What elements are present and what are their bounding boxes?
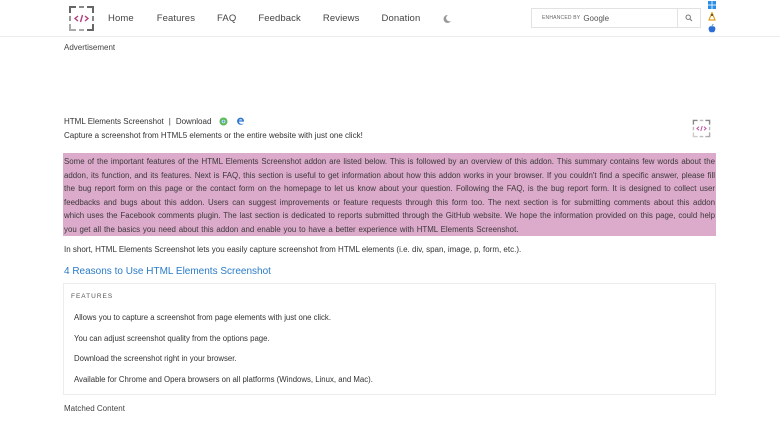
feature-item: Available for Chrome and Opera browsers on all platforms (Windows, Linux, and Mac).: [74, 375, 373, 384]
addon-tagline: Capture a screenshot from HTML5 elements or the entire website with just one click!: [64, 131, 363, 140]
chrome-icon[interactable]: [219, 117, 228, 126]
google-brand: Google: [583, 13, 610, 23]
feature-item: Allows you to capture a screenshot from page elements with just one click.: [74, 313, 331, 322]
download-link[interactable]: Download: [175, 117, 212, 126]
code-logo-icon: [68, 5, 95, 32]
summary-text: Some of the important features of the HTML Elements Screenshot addon are listed below. This is followed by an overview of this addon. This summary contains few words about the addon, its function, and its features. Next is FAQ, this section is useful to get information about how this addon works in your browser. If you couldn't find a specific answer, please fill the bug report form on this page or the contact form on the homepage to let us know about your question. Following the FAQ, is the bug report form. It is designed to collect user feedbacks and bugs about this addon. Users can suggest improvements or feature requests through this form too. The next section is for submitting comments about this addon which uses the Facebook comments plugin. The last section is dedicated to reports submitted through the GitHub website. We hope the information provided on this page, could help you get all the basics you need about this addon and enable you to have a better experience with HTML Elements Screenshot.: [64, 157, 715, 234]
features-label: FEATURES: [71, 293, 114, 300]
search-input[interactable]: [531, 8, 677, 28]
summary-highlight: [63, 153, 716, 236]
main-nav: [108, 0, 452, 37]
features-box: [63, 283, 716, 395]
nav-home[interactable]: Home: [108, 13, 134, 24]
search-icon: [685, 14, 693, 22]
nav-feedback[interactable]: Feedback: [258, 13, 301, 24]
advertisement-label: Advertisement: [64, 43, 116, 52]
linux-icon: [708, 12, 716, 21]
moon-icon[interactable]: [442, 14, 452, 24]
nav-features[interactable]: Features: [156, 13, 196, 24]
top-navigation-bar: [0, 0, 780, 37]
feature-item: Download the screenshot right in your browser.: [74, 354, 237, 363]
addon-title-line: [64, 117, 245, 126]
windows-icon: [708, 1, 716, 9]
feature-item: You can adjust screenshot quality from the options page.: [74, 334, 270, 343]
apple-icon: [708, 24, 716, 33]
nav-reviews[interactable]: Reviews: [322, 13, 360, 24]
nav-faq[interactable]: FAQ: [217, 13, 237, 24]
platform-icons: [707, 1, 717, 33]
reasons-heading[interactable]: 4 Reasons to Use HTML Elements Screenshot: [64, 266, 271, 277]
addon-logo: [692, 119, 711, 138]
nav-donation[interactable]: Donation: [381, 13, 421, 24]
code-logo-icon: [692, 119, 711, 138]
edge-icon[interactable]: [236, 117, 245, 126]
title-separator: |: [168, 117, 171, 126]
in-short-text: In short, HTML Elements Screenshot lets you easily capture screenshot from HTML elements (i.e. div, span, image, p, form, etc.).: [64, 245, 522, 254]
search-button[interactable]: [677, 8, 701, 28]
matched-content-label: Matched Content: [64, 404, 125, 413]
site-search: [531, 8, 701, 28]
enhanced-by-label: ENHANCED BY: [542, 15, 581, 21]
addon-name: HTML Elements Screenshot: [64, 117, 164, 126]
site-logo[interactable]: [68, 5, 95, 32]
